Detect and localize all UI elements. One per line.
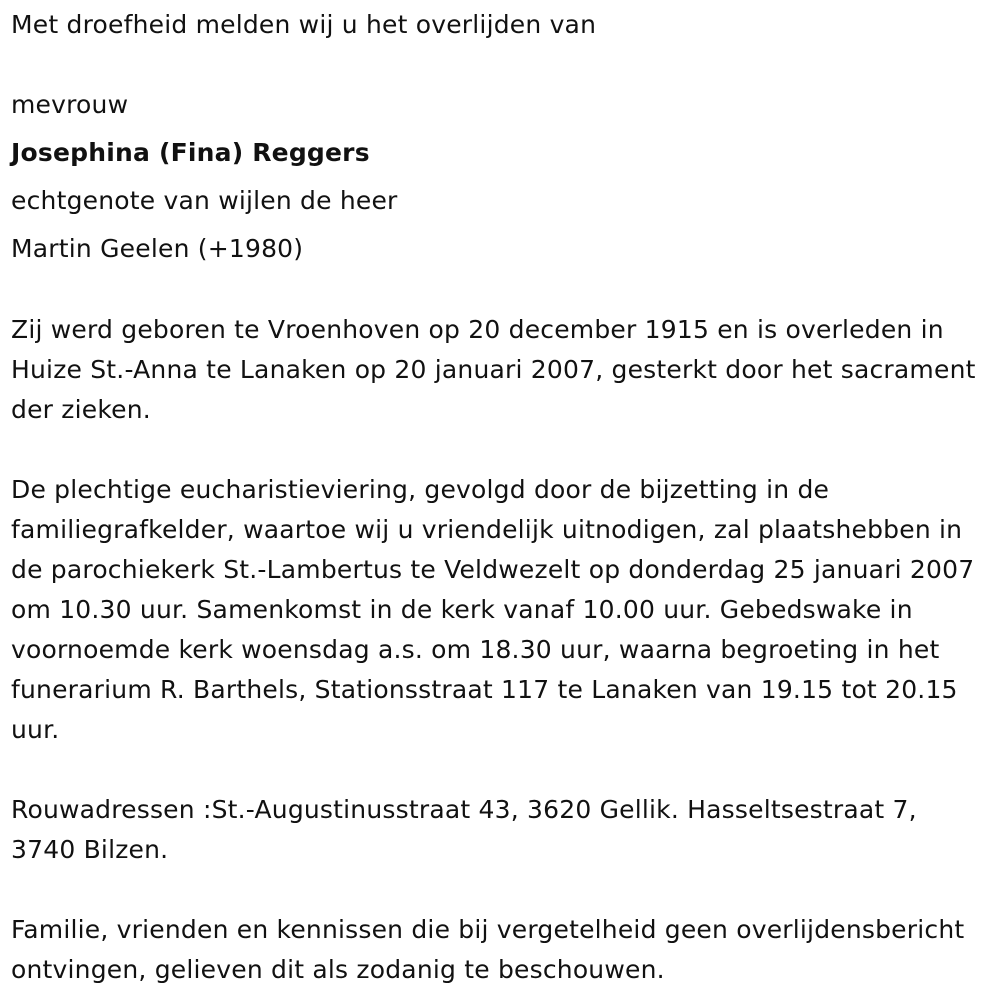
closing-paragraph: Familie, vrienden en kennissen die bij vergetelheid geen overlijdensbericht ontvingen, gelieven dit als zodanig te beschouwen. <box>11 915 965 984</box>
birth-death-paragraph: Zij werd geboren te Vroenhoven op 20 december 1915 en is overleden in Huize St.-Anna te Lanaken op 20 januari 2007, gesterkt door het sacrament der zieken. <box>11 315 976 424</box>
intro-text: Met droefheid melden wij u het overlijden van <box>11 10 597 39</box>
relation-text: echtgenote van wijlen de heer <box>11 186 398 215</box>
title-prefix: mevrouw <box>11 90 129 119</box>
deceased-name: Josephina (Fina) Reggers <box>11 138 370 167</box>
addresses-paragraph: Rouwadressen :St.-Augustinusstraat 43, 3620 Gellik. Hasseltsestraat 7, 3740 Bilzen. <box>11 795 917 864</box>
spouse-name: Martin Geelen (+1980) <box>11 234 304 263</box>
ceremony-paragraph: De plechtige eucharistieviering, gevolgd door de bijzetting in de familiegrafkelder, waartoe wij u vriendelijk uitnodigen, zal plaatshebben in de parochiekerk St.-Lambertus te Veldwezelt op donderdag 25 januari 2007 om 10.30 uur. Samenkomst in de kerk vanaf 10.00 uur. Gebedswake in voornoemde kerk woensdag a.s. om 18.30 uur, waarna begroeting in het funerarium R. Barthels, Stationsstraat 117 te Lanaken van 19.15 tot 20.15 uur. <box>11 475 975 744</box>
